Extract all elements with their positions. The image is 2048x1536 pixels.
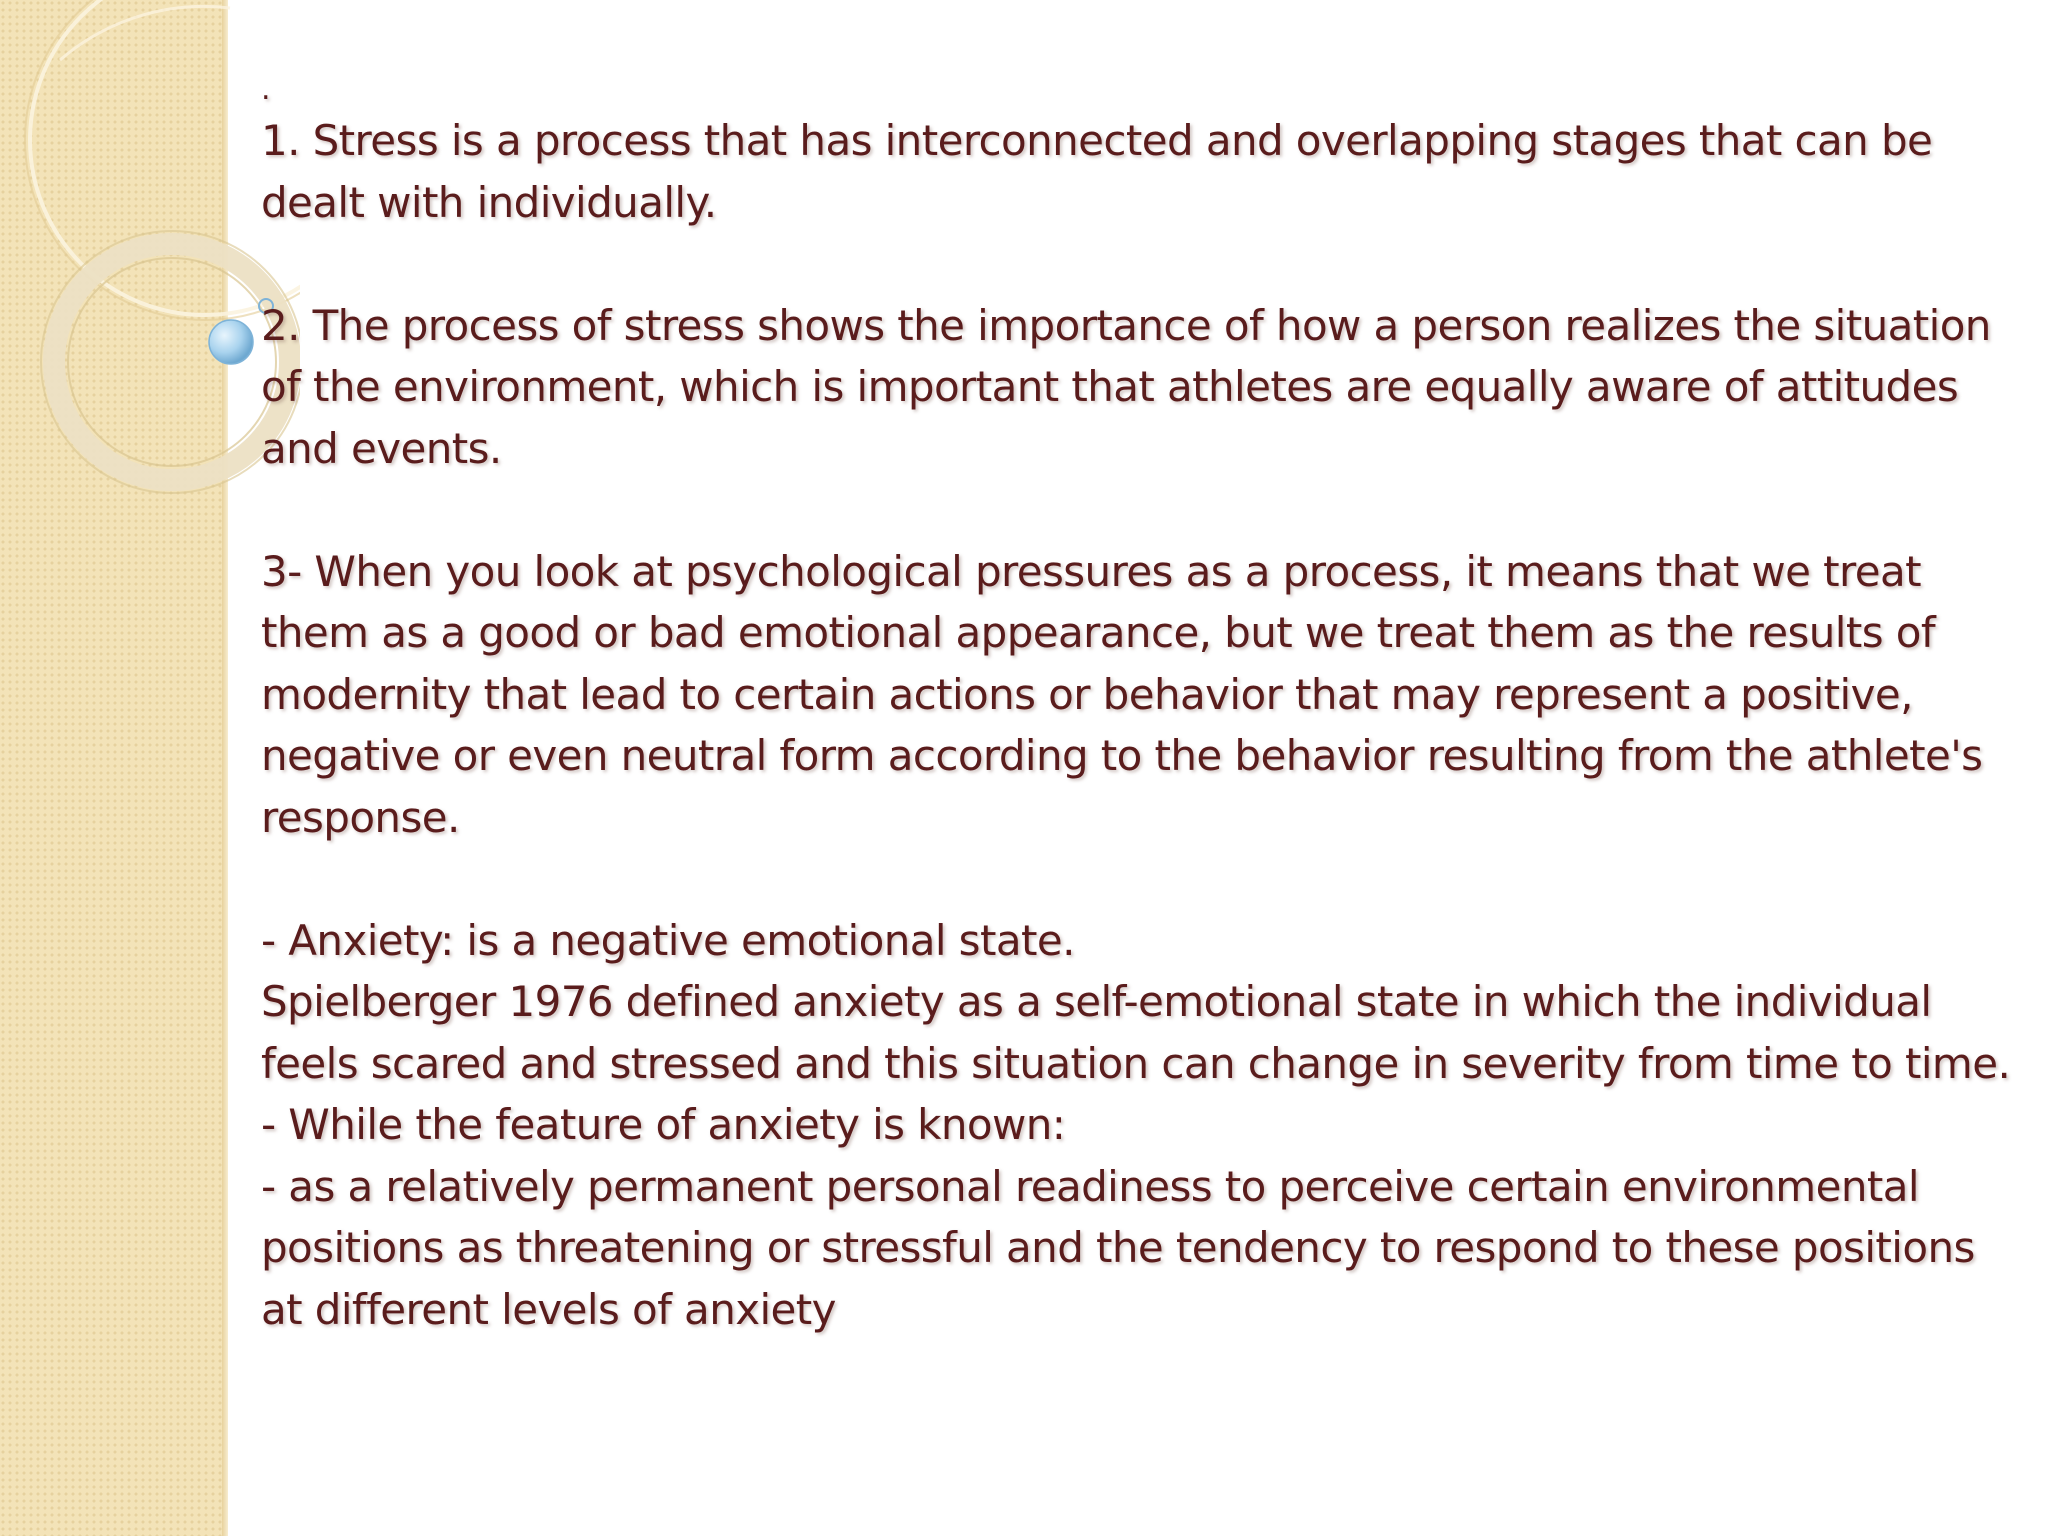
anxiety-definition: - Anxiety: is a negative emotional state. [261, 915, 1075, 965]
anxiety-feature-intro: - While the feature of anxiety is known: [261, 1100, 1066, 1149]
paragraph-1: 1. Stress is a process that has interconnected and overlapping stages that can be dealt with individually. [261, 116, 1946, 227]
spielberger-definition: Spielberger 1976 defined anxiety as a self-emotional state in which the individual feels scared and stressed and this situation can change in severity from time to time. [261, 977, 2011, 1088]
decorative-side-panel [0, 0, 228, 1536]
anxiety-feature-detail: - as a relatively permanent personal readiness to perceive certain environmental positions as threatening or stressful and the tendency to respond to these positions at different levels of anxiety [261, 1161, 1988, 1334]
paragraph-2: 2. The process of stress shows the importance of how a person realizes the situation of the environment, which is important that athletes are equally aware of attitudes and events. [261, 300, 2004, 473]
side-panel-edge [222, 0, 228, 1536]
paragraph-3: 3- When you look at psychological pressures as a process, it means that we treat them as a good or bad emotional appearance, but we treat them as the results of modernity that lead to certain actions or behavior that may represent a positive, negative or even neutral form according to the behavior resulting from the athlete's response. [261, 546, 1996, 842]
lead-dot: . [261, 72, 270, 107]
slide-body [261, 70, 2021, 1340]
